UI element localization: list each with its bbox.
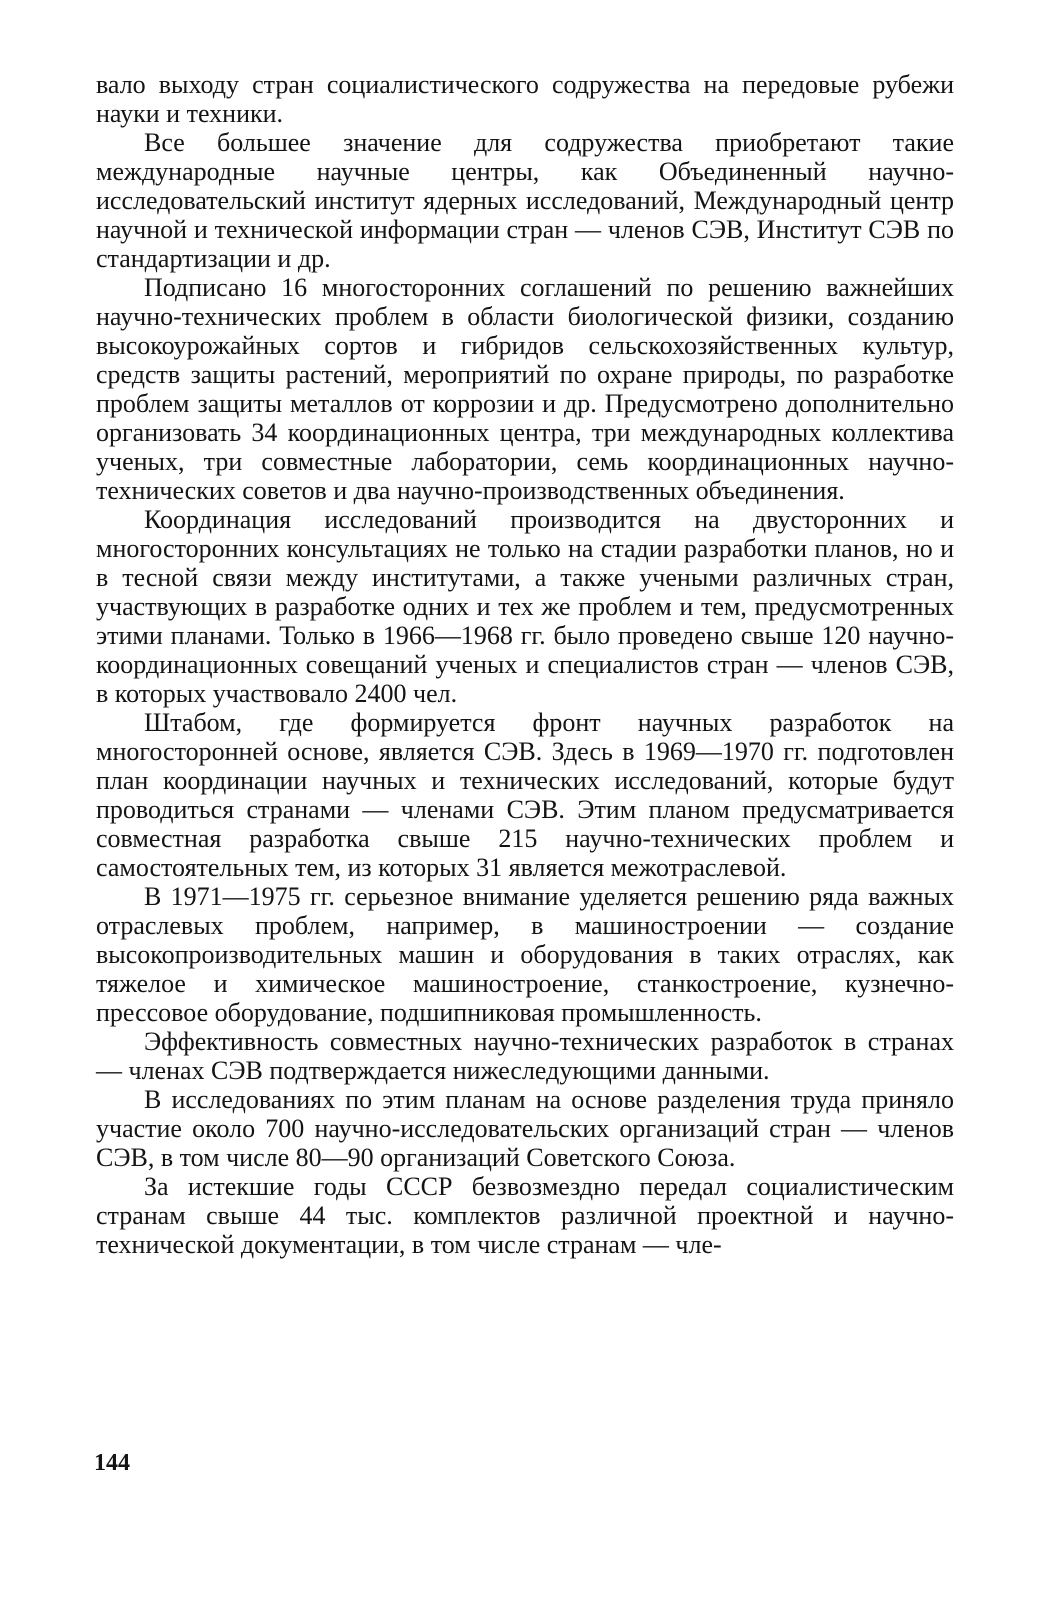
paragraph-headquarters: Штабом, где формируется фронт научных разработок на многосторонней основе, является СЭВ. Здесь в 1969—1970 гг. подготовлен план координации научных и технических исследований, которые будут проводиться странами — членами СЭВ. Этим планом предусматривается совместная разработка свыше 215 научно-технических проблем и самостоятельных тем, из которых 31 является межотраслевой.: [96, 708, 954, 882]
paragraph-effectiveness: Эффективность совместных научно-технических разработок в странах — членах СЭВ подтверждается нижеследующими данными.: [96, 1027, 954, 1085]
paragraph-documentation-transfer: За истекшие годы СССР безвозмездно передал социалистическим странам свыше 44 тыс. комплектов различной проектной и научно-технической документации, в том числе странам — чле-: [96, 1172, 954, 1259]
page-body: [96, 70, 954, 1259]
paragraph-international-centers: Все большее значение для содружества приобретают такие международные научные центры, как Объединенный научно-исследовательский институт ядерных исследований, Международный центр научной и технической информации стран — членов СЭВ, Институт СЭВ по стандартизации и др.: [96, 128, 954, 273]
paragraph-continuation: вало выходу стран социалистического содружества на передовые рубежи науки и техники.: [96, 70, 954, 128]
paragraph-1971-1975: В 1971—1975 гг. серьезное внимание уделяется решению ряда важных отраслевых проблем, например, в машиностроении — создание высокопроизводительных машин и оборудования в таких отраслях, как тяжелое и химическое машиностроение, станкостроение, кузнечно-прессовое оборудование, подшипниковая промышленность.: [96, 882, 954, 1027]
paragraph-coordination: Координация исследований производится на двусторонних и многосторонних консультациях не только на стадии разработки планов, но и в тесной связи между институтами, а также учеными различных стран, участвующих в разработке одних и тех же проблем и тем, предусмотренных этими планами. Только в 1966—1968 гг. было проведено свыше 120 научно-координационных совещаний ученых и специалистов стран — членов СЭВ, в которых участвовало 2400 чел.: [96, 505, 954, 708]
paragraph-research-organizations: В исследованиях по этим планам на основе разделения труда приняло участие около 700 научно-исследовательских организаций стран — членов СЭВ, в том числе 80—90 организаций Советского Союза.: [96, 1085, 954, 1172]
paragraph-agreements: Подписано 16 многосторонних соглашений по решению важнейших научно-технических проблем в области биологической физики, созданию высокоурожайных сортов и гибридов сельскохозяйственных культур, средств защиты растений, мероприятий по охране природы, по разработке проблем защиты металлов от коррозии и др. Предусмотрено дополнительно организовать 34 координационных центра, три международных коллектива ученых, три совместные лаборатории, семь координационных научно-технических советов и два научно-производственных объединения.: [96, 273, 954, 505]
page-number: 144: [94, 1450, 130, 1476]
